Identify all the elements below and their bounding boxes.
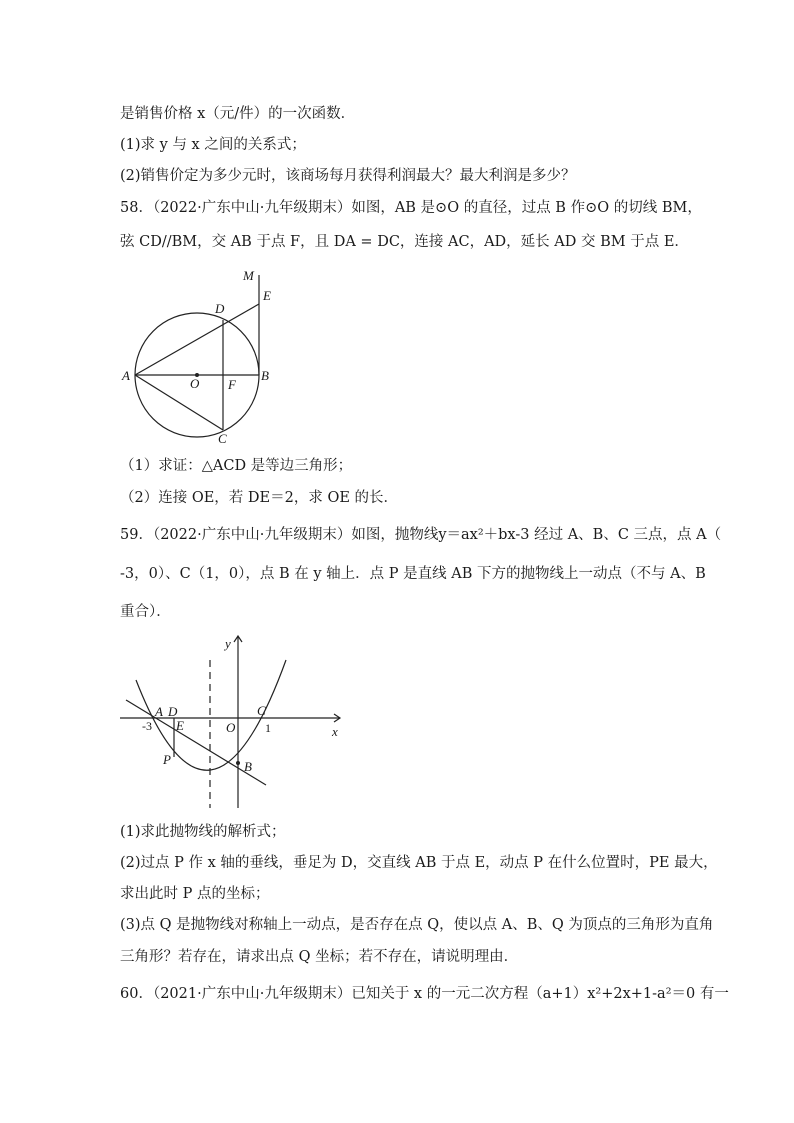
label-D: D: [168, 704, 178, 719]
question-57-part-1: (1)求 y 与 x 之间的关系式；: [120, 137, 306, 153]
label-x: x: [332, 724, 338, 739]
question-59-stem: 59．（2022·广东中山·九年级期末）如图，抛物线y＝ax²＋bx-3 经过 A、B、C 三点，点 A（: [120, 527, 722, 543]
label-P: P: [163, 752, 171, 767]
question-58-stem-cont: 弦 CD//BM，交 AB 于点 F，且 DA = DC，连接 AC，AD，延长 AD 交 BM 于点 E．: [120, 234, 689, 250]
question-59-part-2-cont: 求出此时 P 点的坐标；: [120, 886, 270, 902]
label-y: y: [225, 636, 231, 651]
label-A: A: [155, 704, 163, 719]
question-59-part-3: (3)点 Q 是抛物线对称轴上一动点，是否存在点 Q，使以点 A、B、Q 为顶点的三角形为直角: [120, 917, 714, 933]
label-O: O: [190, 376, 200, 391]
label-O: O: [226, 720, 236, 735]
figure-circle: [118, 265, 288, 445]
figure-parabola: [118, 630, 350, 812]
label-C: C: [218, 431, 227, 445]
label-A: A: [122, 368, 130, 383]
question-58-part-2: （2）连接 OE，若 DE＝2，求 OE 的长．: [120, 490, 399, 506]
label-D: D: [215, 301, 225, 316]
label-E: E: [176, 718, 184, 733]
label-C: C: [257, 703, 266, 718]
text-line-1: 是销售价格 x（元/件）的一次函数．: [120, 106, 356, 122]
question-57-part-2: (2)销售价定为多少元时，该商场每月获得利润最大？最大利润是多少？: [120, 168, 576, 184]
label-one: 1: [265, 721, 271, 735]
label-B: B: [261, 368, 269, 383]
question-59-part-3-cont: 三角形？若存在，请求出点 Q 坐标；若不存在，请说明理由．: [120, 949, 519, 965]
question-59-part-2: (2)过点 P 作 x 轴的垂线，垂足为 D，交直线 AB 于点 E，动点 P 在什么位置时，PE 最大，: [120, 855, 718, 871]
question-58-stem: 58．（2022·广东中山·九年级期末）如图，AB 是⊙O 的直径，过点 B 作⊙O 的切线 BM，: [120, 200, 702, 216]
label-F: F: [228, 377, 236, 392]
question-59-stem-cont: -3，0）、C（1，0），点 B 在 y 轴上．点 P 是直线 AB 下方的抛物线上一动点（不与 A、B: [120, 566, 706, 582]
label-E: E: [263, 288, 271, 303]
question-58-part-1: （1）求证：△ACD 是等边三角形；: [120, 458, 353, 474]
question-59-part-1: (1)求此抛物线的解析式；: [120, 824, 286, 840]
question-60-stem: 60．（2021·广东中山·九年级期末）已知关于 x 的一元二次方程（a+1）x²+2x+1-a²＝0 有一: [120, 986, 729, 1002]
label-M: M: [243, 268, 254, 283]
label-minus3: -3: [142, 719, 152, 733]
label-B: B: [244, 759, 252, 774]
question-59-stem-end: 重合）．: [120, 604, 171, 620]
